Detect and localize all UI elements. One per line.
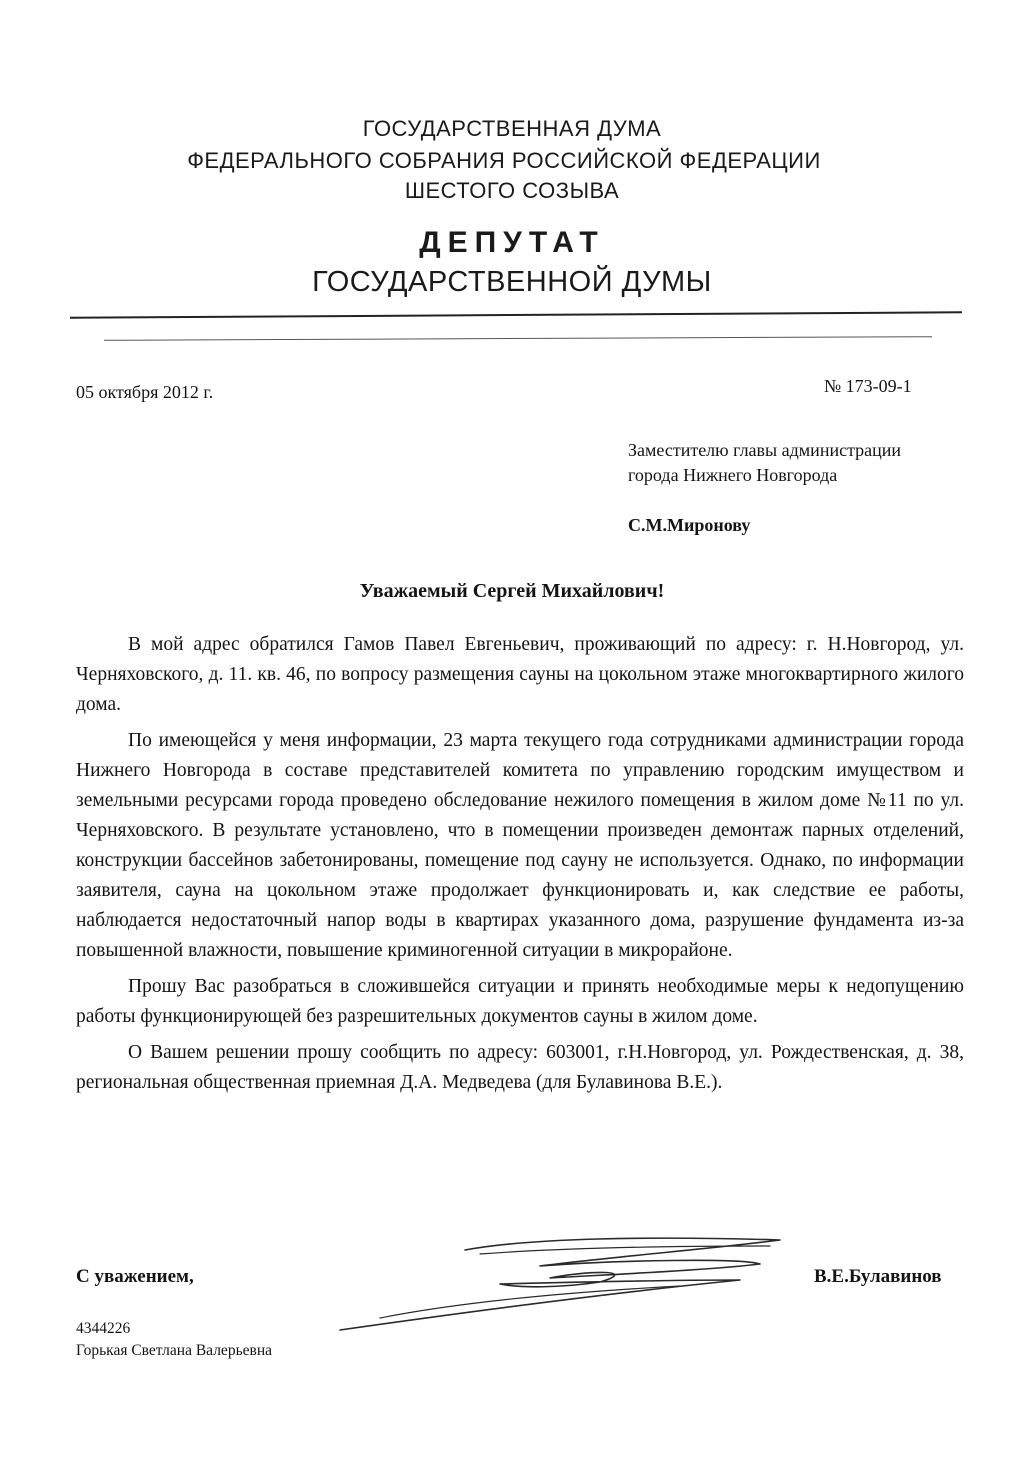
handwritten-signature xyxy=(320,1230,790,1340)
addressee-position-line-2: города Нижнего Новгорода xyxy=(628,465,838,485)
salutation: Уважаемый Сергей Михайлович! xyxy=(359,580,665,602)
letterhead-line-2: ФЕДЕРАЛЬНОГО СОБРАНИЯ РОССИЙСКОЙ ФЕДЕРАЦИИ xyxy=(187,148,821,173)
addressee-position-line-1: Заместителю главы администрации xyxy=(628,440,902,460)
letterhead-line-3: ШЕСТОГО СОЗЫВА xyxy=(404,178,620,203)
contact-phone: 4344226 xyxy=(76,1320,131,1337)
letterhead-rule-thick xyxy=(70,311,962,318)
addressee-name: С.М.Миронову xyxy=(628,515,751,535)
letter-body xyxy=(76,630,964,1104)
body-paragraph-2: По имеющейся у меня информации, 23 марта текущего года сотрудниками администрации города Нижнего Новгорода в составе представителей комитета по управлению городским имуществом и земельными ресурсами города проведено обследование нежилого помещения в жилом доме №11 по ул. Черняховского. В результате установлено, что в помещении произведен демонтаж парных отделений, конструкции бассейнов забетонированы, помещение под сауну не используется. Однако, по информации заявителя, сауна на цокольном этаже продолжает функционировать и, как следствие ее работы, наблюдается недостаточный напор воды в квартирах указанного дома, разрушение фундамента из-за повышенной влажности, повышение криминогенной ситуации в микрорайоне. xyxy=(76,730,964,961)
letter-number: № 173-09-1 xyxy=(824,376,912,396)
body-paragraph-1: В мой адрес обратился Гамов Павел Евгеньевич, проживающий по адресу: г. Н.Новгород, ул. Черняховского, д. 11. кв. 46, по вопросу размещения сауны на цокольном этаже многоквартирного жилого дома. xyxy=(76,634,964,715)
letterhead-rule-thin xyxy=(104,336,932,341)
letterhead-deputy-title: ДЕПУТАТ xyxy=(419,226,605,259)
body-paragraph-3: Прошу Вас разобраться в сложившейся ситуации и принять необходимые меры к недопущению работы функционирующей без разрешительных документов сауны в жилом доме. xyxy=(76,976,964,1027)
signer-name: В.Е.Булавинов xyxy=(814,1266,942,1287)
letterhead-line-1: ГОСУДАРСТВЕННАЯ ДУМА xyxy=(362,116,662,141)
body-paragraph-4: О Вашем решении прошу сообщить по адресу: 603001, г.Н.Новгород, ул. Рождественская, д. 38, региональная общественная приемная Д.А. Медведева (для Булавинова В.Е.). xyxy=(76,1042,964,1093)
letterhead-duma-title: ГОСУДАРСТВЕННОЙ ДУМЫ xyxy=(312,266,712,298)
contact-name: Горькая Светлана Валерьевна xyxy=(76,1342,273,1359)
letter-date: 05 октября 2012 г. xyxy=(76,382,214,402)
closing-regards: С уважением, xyxy=(76,1266,194,1287)
